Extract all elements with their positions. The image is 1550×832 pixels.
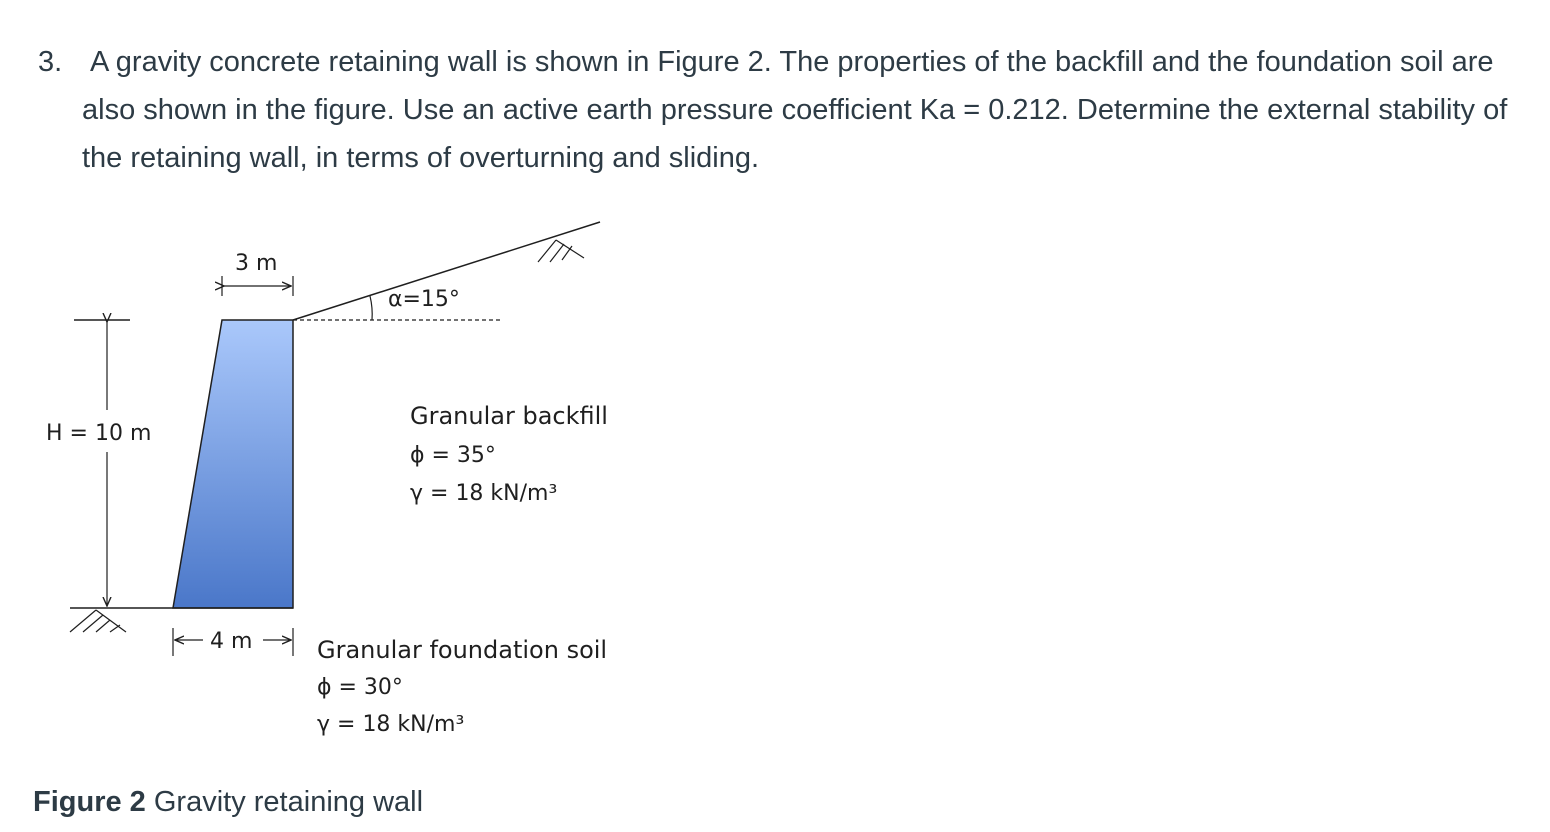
- base-width-label: 4 m: [210, 629, 253, 654]
- retaining-wall-body: [173, 320, 293, 608]
- height-label: H = 10 m: [46, 421, 152, 446]
- backfill-title: Granular backfill: [410, 402, 608, 430]
- foundation-gamma: γ = 18 kN/m³: [317, 712, 465, 737]
- foundation-phi: ϕ = 30°: [317, 675, 403, 700]
- figure-caption-label: Figure 2: [33, 786, 146, 818]
- ground-hatch-slope: [538, 240, 584, 262]
- figure-caption: [33, 782, 423, 822]
- backfill-phi: ϕ = 35°: [410, 443, 496, 468]
- question-number: 3.: [38, 46, 63, 78]
- figure-caption-text: Gravity retaining wall: [153, 786, 424, 818]
- top-width-label: 3 m: [235, 251, 278, 276]
- backfill-gamma: γ = 18 kN/m³: [410, 481, 558, 506]
- foundation-title: Granular foundation soil: [317, 636, 608, 664]
- slope-angle-arc: [370, 296, 372, 320]
- question-text: A gravity concrete retaining wall is shown in Figure 2. The properties of the backfill and the foundation soil are also shown in the figure. Use an active earth pressure coefficient Ka = 0.212. Determine the external stability of the retaining wall, in terms of overturning and sliding.: [82, 46, 1508, 174]
- top-width-dimension: [222, 276, 293, 296]
- slope-angle-label: α=15°: [388, 287, 460, 312]
- height-dimension: [74, 320, 130, 606]
- ground-hatch-base: [70, 610, 126, 632]
